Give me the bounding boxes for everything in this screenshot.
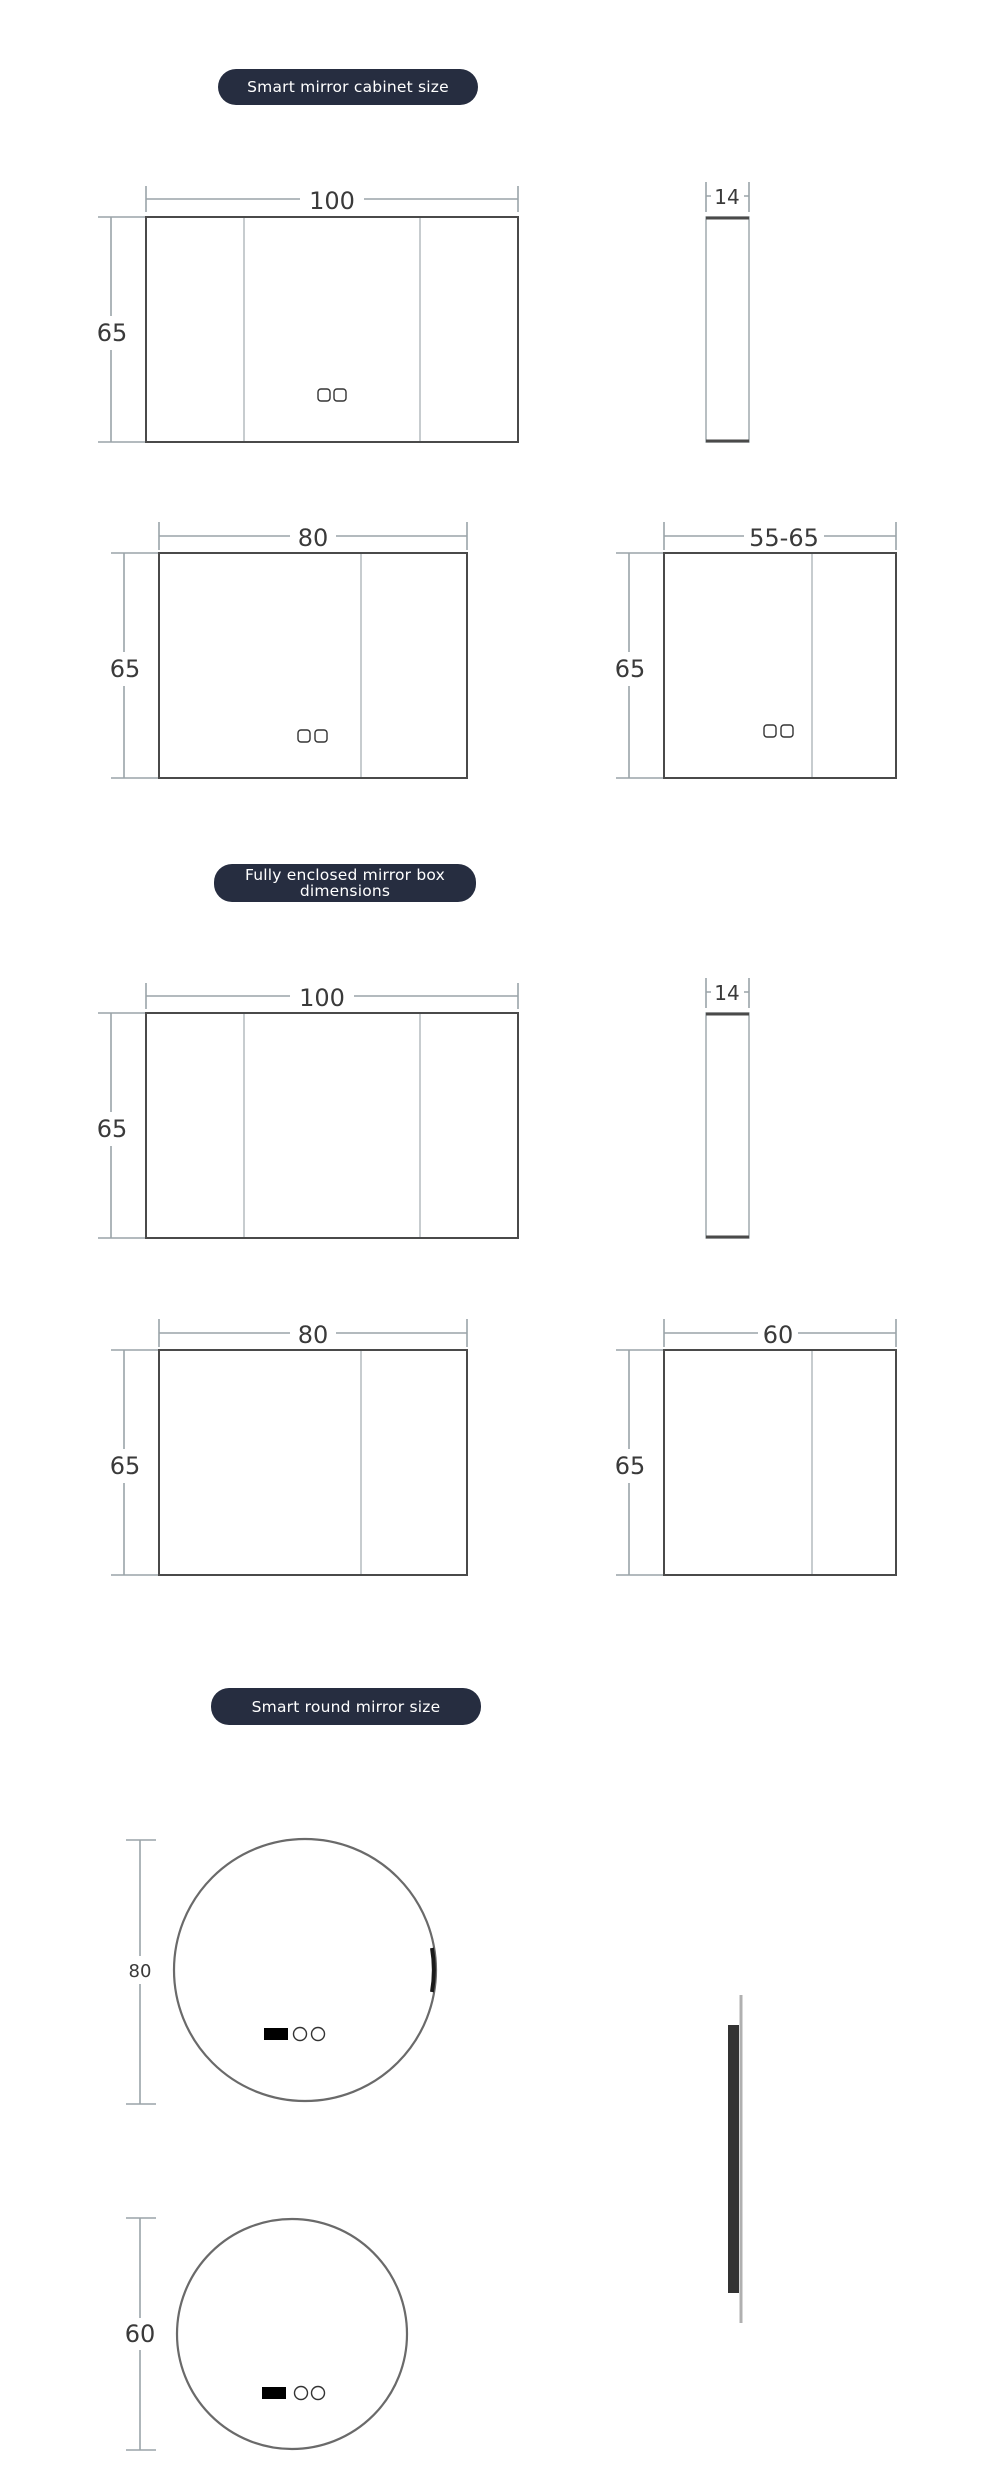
cabinet-small-width-label: 55-65 (749, 524, 819, 552)
touch-button-icon (334, 389, 346, 401)
cabinet-side-diagram (706, 182, 749, 442)
touch-button-icon (295, 2387, 308, 2400)
cabinet-large-diagram (94, 186, 518, 442)
touch-button-icon (312, 2028, 325, 2041)
cabinet-medium-diagram (107, 522, 467, 778)
enclosed-medium-width-label: 80 (297, 1321, 329, 1349)
enclosed-small-width-label: 60 (762, 1321, 794, 1349)
enclosed-large-diagram (94, 983, 518, 1238)
round-large-diameter-label: 80 (128, 1961, 152, 1982)
touch-button-icon (318, 389, 330, 401)
cabinet-large-width-label: 100 (309, 187, 355, 215)
cabinet-section-title-text: Smart mirror cabinet size (247, 78, 449, 96)
touch-button-icon (298, 730, 310, 742)
sensor-bar-icon (262, 2387, 286, 2399)
cabinet-medium-width-label: 80 (297, 524, 329, 552)
cabinet-small-height-label: 65 (614, 655, 646, 683)
touch-button-icon (764, 725, 776, 737)
round-section-title-text: Smart round mirror size (251, 1697, 441, 1716)
cabinet-large-height-label: 65 (96, 319, 128, 347)
round-large-diagram (124, 1839, 436, 2104)
touch-button-icon (312, 2387, 325, 2400)
sensor-bar-icon (264, 2028, 288, 2040)
round-small-diagram (122, 2218, 407, 2450)
enclosed-medium-height-label: 65 (109, 1452, 141, 1480)
enclosed-title-line1: Fully enclosed mirror box (245, 866, 445, 884)
cabinet-medium-height-label: 65 (109, 655, 141, 683)
enclosed-medium-diagram (107, 1319, 467, 1575)
enclosed-large-height-label: 65 (96, 1115, 128, 1143)
cabinet-side-depth-label: 14 (714, 185, 740, 209)
cabinet-small-diagram (612, 522, 896, 778)
enclosed-small-diagram (612, 1319, 896, 1575)
enclosed-side-depth-label: 14 (714, 981, 740, 1005)
touch-button-icon (294, 2028, 307, 2041)
round-small-diameter-label: 60 (124, 2320, 156, 2348)
touch-button-icon (315, 730, 327, 742)
round-side-profile (728, 1995, 741, 2323)
touch-button-icon (781, 725, 793, 737)
enclosed-title-line2: dimensions (299, 882, 391, 900)
enclosed-large-width-label: 100 (299, 984, 345, 1012)
enclosed-side-diagram (706, 978, 749, 1238)
enclosed-small-height-label: 65 (614, 1452, 646, 1480)
